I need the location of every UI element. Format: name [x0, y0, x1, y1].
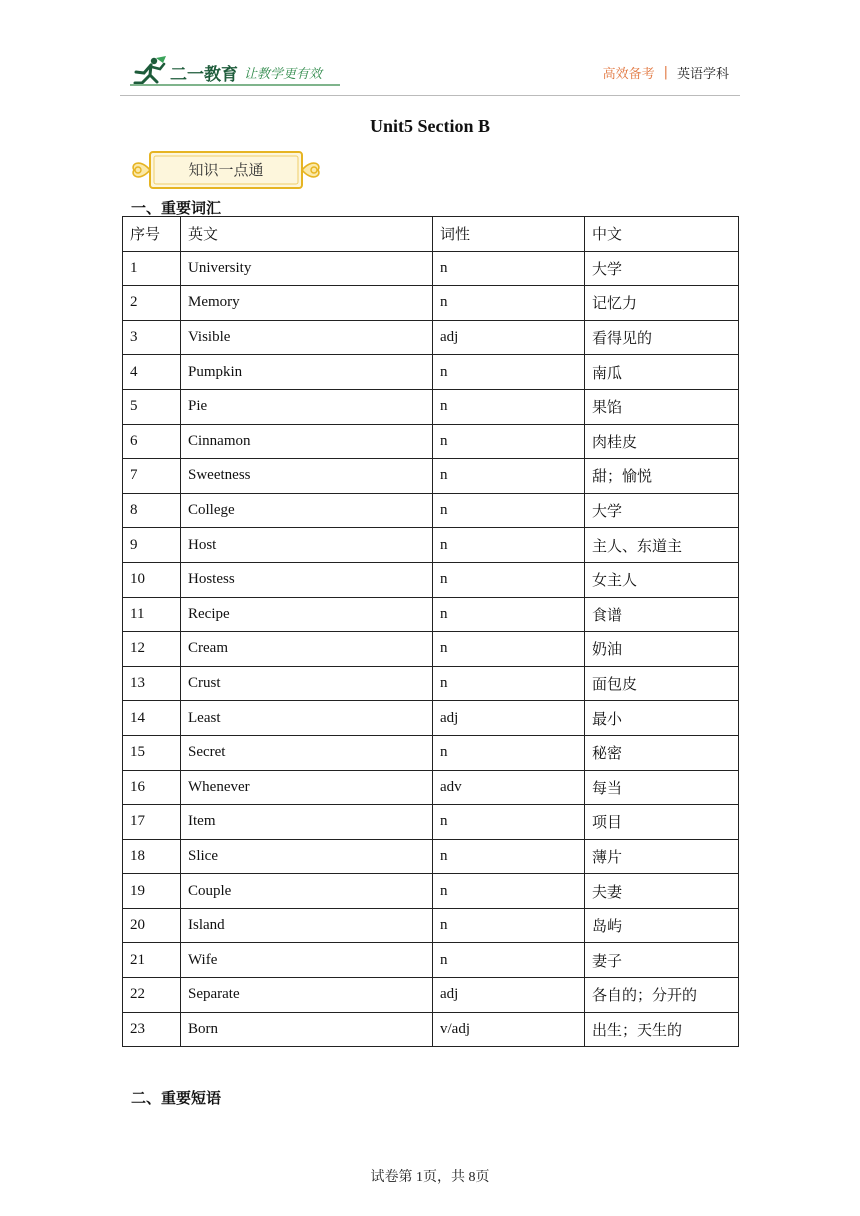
logo-underline	[130, 84, 340, 86]
column-header-part-of-speech: 词性	[433, 217, 585, 252]
cell-english: Hostess	[181, 562, 433, 597]
cell-chinese: 看得见的	[585, 320, 739, 355]
cell-chinese: 食谱	[585, 597, 739, 632]
cell-number: 13	[123, 666, 181, 701]
cell-number: 3	[123, 320, 181, 355]
cell-chinese: 南瓜	[585, 355, 739, 390]
cell-chinese: 主人、东道主	[585, 528, 739, 563]
cell-english: Recipe	[181, 597, 433, 632]
header-divider	[120, 95, 740, 96]
cell-english: College	[181, 493, 433, 528]
cell-part-of-speech: n	[433, 735, 585, 770]
cell-english: Item	[181, 805, 433, 840]
cell-part-of-speech: n	[433, 666, 585, 701]
cell-chinese: 薄片	[585, 839, 739, 874]
table-row	[123, 424, 739, 459]
cell-part-of-speech: adv	[433, 770, 585, 805]
cell-chinese: 妻子	[585, 943, 739, 978]
table-row	[123, 459, 739, 494]
cell-part-of-speech: adj	[433, 701, 585, 736]
cell-part-of-speech: n	[433, 389, 585, 424]
table-row	[123, 908, 739, 943]
vocabulary-table	[122, 216, 739, 1047]
cell-number: 18	[123, 839, 181, 874]
table-row	[123, 286, 739, 321]
cell-chinese: 女主人	[585, 562, 739, 597]
cell-chinese: 甜；愉悦	[585, 459, 739, 494]
table-body	[123, 251, 739, 1047]
header-tag-separator: |	[663, 65, 668, 80]
table-row	[123, 805, 739, 840]
table-row	[123, 632, 739, 667]
cell-part-of-speech: adj	[433, 978, 585, 1013]
cell-english: Memory	[181, 286, 433, 321]
cell-part-of-speech: n	[433, 286, 585, 321]
badge-label: 知识一点通	[188, 161, 264, 179]
page-header	[0, 0, 860, 100]
cell-part-of-speech: adj	[433, 320, 585, 355]
table-row	[123, 1012, 739, 1047]
cell-part-of-speech: n	[433, 908, 585, 943]
column-header-english: 英文	[181, 217, 433, 252]
table-row	[123, 978, 739, 1013]
cell-number: 4	[123, 355, 181, 390]
section-heading-phrases: 二、重要短语	[131, 1089, 222, 1107]
cell-english: Cream	[181, 632, 433, 667]
cell-english: Slice	[181, 839, 433, 874]
brand-logo	[130, 52, 322, 92]
column-header-chinese: 中文	[585, 217, 739, 252]
cell-chinese: 秘密	[585, 735, 739, 770]
cell-chinese: 肉桂皮	[585, 424, 739, 459]
header-tag-subject: 英语学科	[676, 67, 729, 82]
cell-english: Couple	[181, 874, 433, 909]
cell-part-of-speech: n	[433, 493, 585, 528]
table-row	[123, 493, 739, 528]
table-row	[123, 839, 739, 874]
cell-part-of-speech: n	[433, 355, 585, 390]
cell-part-of-speech: n	[433, 839, 585, 874]
cell-english: Island	[181, 908, 433, 943]
table-row	[123, 735, 739, 770]
cell-number: 9	[123, 528, 181, 563]
page-title: Unit5 Section B	[369, 116, 490, 136]
cell-chinese: 面包皮	[585, 666, 739, 701]
cell-part-of-speech: n	[433, 597, 585, 632]
cell-english: Pumpkin	[181, 355, 433, 390]
cell-chinese: 最小	[585, 701, 739, 736]
cell-english: Pie	[181, 389, 433, 424]
cell-number: 16	[123, 770, 181, 805]
cell-number: 5	[123, 389, 181, 424]
cell-number: 10	[123, 562, 181, 597]
table-row	[123, 701, 739, 736]
cell-english: Separate	[181, 978, 433, 1013]
cell-part-of-speech: n	[433, 562, 585, 597]
table-row	[123, 320, 739, 355]
cell-number: 6	[123, 424, 181, 459]
cell-number: 15	[123, 735, 181, 770]
cell-part-of-speech: n	[433, 632, 585, 667]
cell-chinese: 奶油	[585, 632, 739, 667]
page-footer: 试卷第 1页，共 8页	[370, 1170, 490, 1185]
cell-chinese: 出生；天生的	[585, 1012, 739, 1047]
cell-english: Crust	[181, 666, 433, 701]
cell-number: 17	[123, 805, 181, 840]
cell-part-of-speech: n	[433, 424, 585, 459]
cell-number: 20	[123, 908, 181, 943]
cell-part-of-speech: n	[433, 874, 585, 909]
cell-number: 11	[123, 597, 181, 632]
cell-part-of-speech: n	[433, 528, 585, 563]
cell-part-of-speech: v/adj	[433, 1012, 585, 1047]
table-row	[123, 874, 739, 909]
cell-english: Born	[181, 1012, 433, 1047]
cell-part-of-speech: n	[433, 805, 585, 840]
cell-number: 19	[123, 874, 181, 909]
cell-part-of-speech: n	[433, 251, 585, 286]
cell-english: Least	[181, 701, 433, 736]
table-row	[123, 597, 739, 632]
table-row	[123, 562, 739, 597]
table-row	[123, 251, 739, 286]
cell-english: Whenever	[181, 770, 433, 805]
cell-chinese: 夫妻	[585, 874, 739, 909]
cell-number: 8	[123, 493, 181, 528]
table-row	[123, 943, 739, 978]
cell-english: Wife	[181, 943, 433, 978]
header-tags	[603, 63, 729, 82]
cell-chinese: 岛屿	[585, 908, 739, 943]
cell-number: 7	[123, 459, 181, 494]
cell-chinese: 项目	[585, 805, 739, 840]
cell-english: Visible	[181, 320, 433, 355]
table-header-row	[123, 217, 739, 252]
cell-chinese: 大学	[585, 493, 739, 528]
table-row	[123, 770, 739, 805]
section-badge	[126, 148, 326, 192]
table-row	[123, 528, 739, 563]
cell-chinese: 果馅	[585, 389, 739, 424]
cell-number: 14	[123, 701, 181, 736]
cell-chinese: 记忆力	[585, 286, 739, 321]
header-tag-exam: 高效备考	[602, 67, 655, 82]
cell-chinese: 每当	[585, 770, 739, 805]
cell-part-of-speech: n	[433, 459, 585, 494]
cell-english: Sweetness	[181, 459, 433, 494]
cell-english: Secret	[181, 735, 433, 770]
cell-chinese: 各自的；分开的	[585, 978, 739, 1013]
cell-part-of-speech: n	[433, 943, 585, 978]
cell-number: 21	[123, 943, 181, 978]
cell-number: 2	[123, 286, 181, 321]
cell-english: University	[181, 251, 433, 286]
column-header-number: 序号	[123, 217, 181, 252]
table-row	[123, 389, 739, 424]
table-row	[123, 355, 739, 390]
cell-number: 23	[123, 1012, 181, 1047]
cell-english: Cinnamon	[181, 424, 433, 459]
cell-number: 1	[123, 251, 181, 286]
cell-number: 12	[123, 632, 181, 667]
cell-chinese: 大学	[585, 251, 739, 286]
brand-name: 二一教育	[170, 64, 238, 85]
section-heading-vocabulary: 一、重要词汇	[131, 199, 222, 217]
cell-english: Host	[181, 528, 433, 563]
brand-slogan: 让教学更有效	[244, 66, 323, 82]
cell-number: 22	[123, 978, 181, 1013]
table-row	[123, 666, 739, 701]
